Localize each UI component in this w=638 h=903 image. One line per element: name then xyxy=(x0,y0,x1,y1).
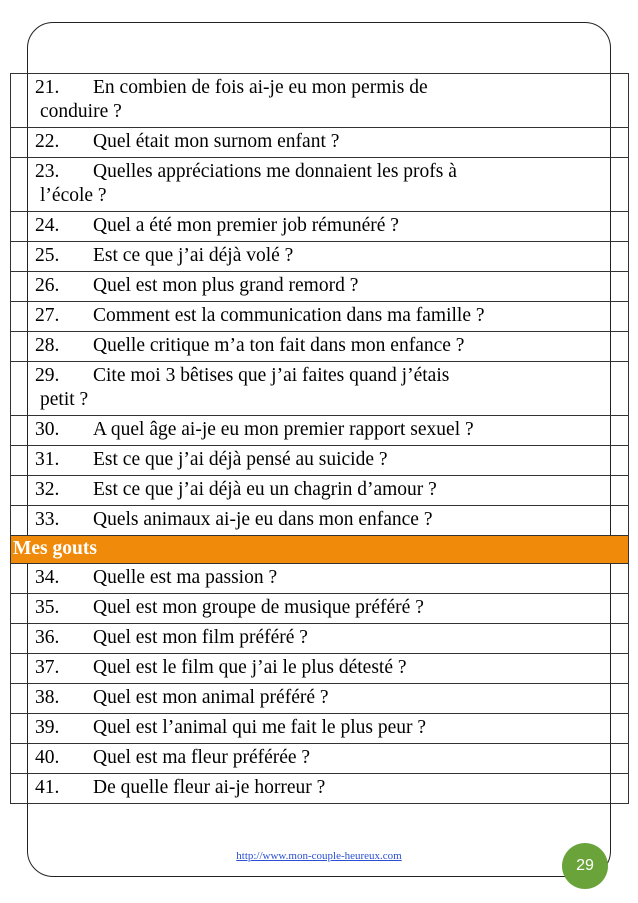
question-number: 39. xyxy=(35,717,60,738)
question-text: Quel est ma fleur préférée ? xyxy=(93,747,311,768)
question-row xyxy=(11,624,628,654)
question-text: Quelle critique m’a ton fait dans mon enfance ? xyxy=(93,335,465,356)
question-number: 27. xyxy=(35,305,60,326)
question-row xyxy=(11,654,628,684)
question-text: Quel est mon groupe de musique préféré ? xyxy=(93,597,424,618)
question-number: 40. xyxy=(35,747,60,768)
question-text-continued: petit ? xyxy=(40,389,89,410)
question-text: Quel est l’animal qui me fait le plus peur ? xyxy=(93,717,427,738)
question-text: A quel âge ai-je eu mon premier rapport sexuel ? xyxy=(93,419,474,440)
question-text: Quelle est ma passion ? xyxy=(93,567,278,588)
question-number: 33. xyxy=(35,509,60,530)
question-row xyxy=(11,212,628,242)
question-row xyxy=(11,272,628,302)
question-number: 29. xyxy=(35,365,60,386)
question-number: 23. xyxy=(35,161,60,182)
question-row xyxy=(11,446,628,476)
footer-link[interactable]: http://www.mon-couple-heureux.com xyxy=(236,850,402,862)
page-number-badge: 29 xyxy=(562,843,608,889)
question-row xyxy=(11,332,628,362)
question-text: Est ce que j’ai déjà eu un chagrin d’amour ? xyxy=(93,479,437,500)
question-text: Cite moi 3 bêtises que j’ai faites quand j’étais xyxy=(93,365,450,386)
question-row xyxy=(11,302,628,332)
question-number: 36. xyxy=(35,627,60,648)
question-row xyxy=(11,744,628,774)
question-number: 25. xyxy=(35,245,60,266)
question-text: Comment est la communication dans ma famille ? xyxy=(93,305,485,326)
question-number: 31. xyxy=(35,449,60,470)
question-text: Quel est mon plus grand remord ? xyxy=(93,275,359,296)
question-text: Est ce que j’ai déjà volé ? xyxy=(93,245,294,266)
question-row xyxy=(11,74,628,128)
question-row xyxy=(11,158,628,212)
question-row xyxy=(11,242,628,272)
question-row xyxy=(11,774,628,804)
question-text: Quel était mon surnom enfant ? xyxy=(93,131,340,152)
question-text: Quel est le film que j’ai le plus détesté ? xyxy=(93,657,407,678)
question-number: 21. xyxy=(35,77,60,98)
question-row xyxy=(11,684,628,714)
question-row xyxy=(11,594,628,624)
questions-group-a xyxy=(11,74,628,536)
question-text-continued: conduire ? xyxy=(40,101,122,122)
question-row xyxy=(11,362,628,416)
question-row xyxy=(11,564,628,594)
question-text: Quel a été mon premier job rémunéré ? xyxy=(93,215,399,236)
questions-table xyxy=(10,73,629,804)
question-row xyxy=(11,714,628,744)
question-text: Quel est mon film préféré ? xyxy=(93,627,308,648)
question-row xyxy=(11,416,628,446)
question-number: 35. xyxy=(35,597,60,618)
question-number: 37. xyxy=(35,657,60,678)
question-text: Est ce que j’ai déjà pensé au suicide ? xyxy=(93,449,388,470)
questions-group-b xyxy=(11,564,628,804)
question-number: 41. xyxy=(35,777,60,798)
question-row xyxy=(11,506,628,536)
question-text: En combien de fois ai-je eu mon permis de xyxy=(93,77,428,98)
question-number: 32. xyxy=(35,479,60,500)
section-header-mes-gouts: Mes gouts xyxy=(11,536,628,564)
question-number: 26. xyxy=(35,275,60,296)
question-text: Quel est mon animal préféré ? xyxy=(93,687,329,708)
question-number: 30. xyxy=(35,419,60,440)
question-text-continued: l’école ? xyxy=(40,185,107,206)
question-number: 28. xyxy=(35,335,60,356)
question-text: Quelles appréciations me donnaient les profs à xyxy=(93,161,457,182)
question-number: 24. xyxy=(35,215,60,236)
question-row xyxy=(11,128,628,158)
question-number: 34. xyxy=(35,567,60,588)
question-number: 38. xyxy=(35,687,60,708)
question-number: 22. xyxy=(35,131,60,152)
question-text: De quelle fleur ai-je horreur ? xyxy=(93,777,326,798)
question-text: Quels animaux ai-je eu dans mon enfance ? xyxy=(93,509,433,530)
question-row xyxy=(11,476,628,506)
